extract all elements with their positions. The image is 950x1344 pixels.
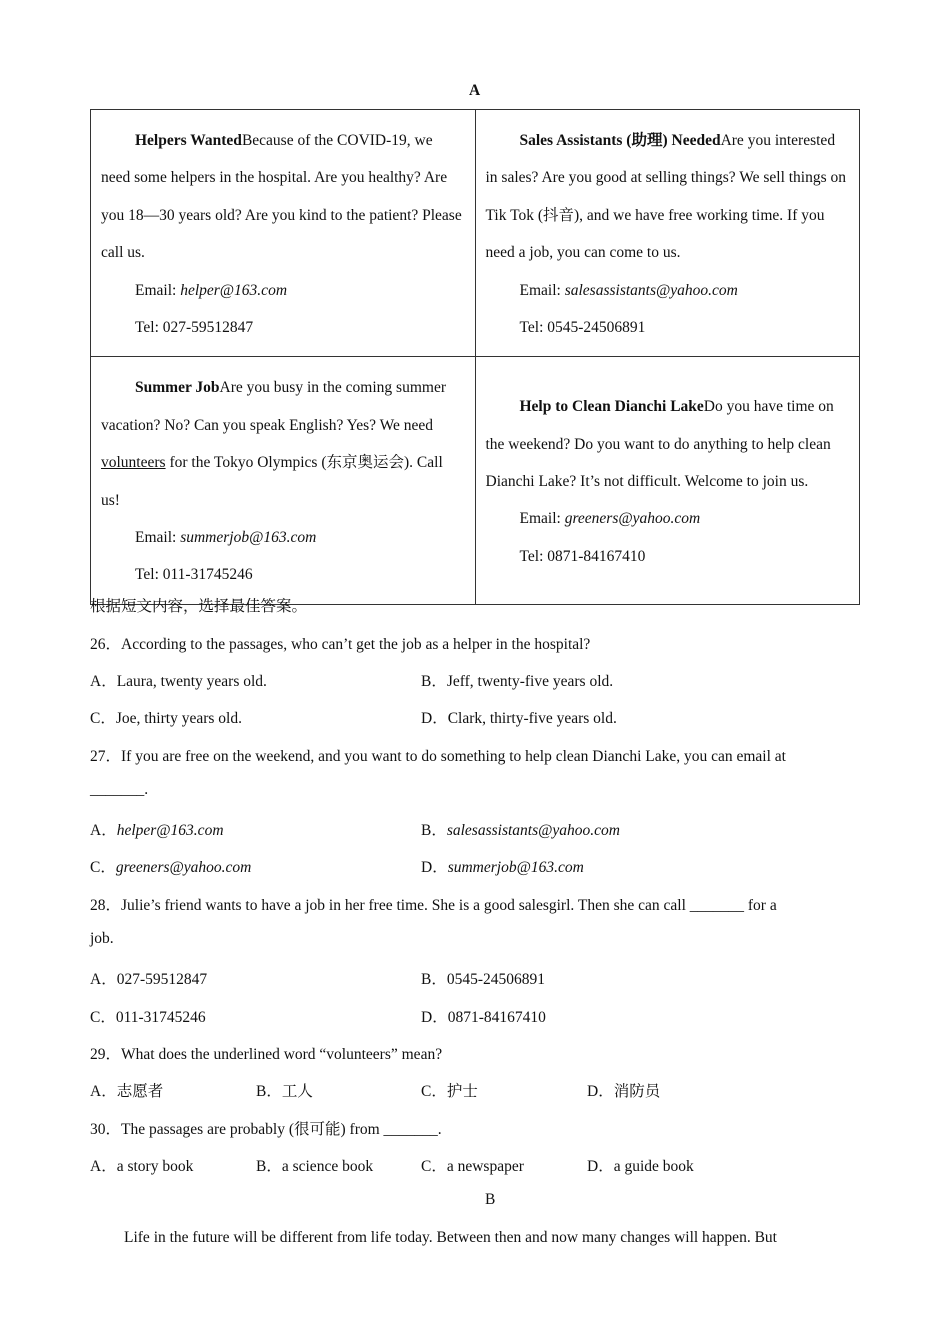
ad-body: Do you have time on the weekend? Do you want to do anything to help clean Dianchi Lake? It’s not difficult. Welcome to join us. xyxy=(485,398,834,490)
question-28-option-c: C．011-31745246 xyxy=(90,1009,206,1026)
option-text: summerjob@163.com xyxy=(447,859,584,876)
question-28-option-d: D．0871-84167410 xyxy=(421,1009,546,1026)
option-text: greeners@yahoo.com xyxy=(115,859,252,876)
telephone: Tel: 027-59512847 xyxy=(135,319,254,337)
email-label: Email: xyxy=(135,281,181,299)
option-label: A． xyxy=(90,822,117,839)
ad-summer-job xyxy=(91,357,476,604)
question-27-blank: _______. xyxy=(90,781,149,798)
question-30-option-a: A．a story book xyxy=(90,1158,194,1175)
question-29-option-d: D．消防员 xyxy=(587,1083,661,1100)
question-30-option-c: C．a newspaper xyxy=(421,1158,524,1175)
email-address: salesassistants@yahoo.com xyxy=(564,281,738,299)
email-label: Email: xyxy=(519,510,565,528)
ad-helpers-wanted xyxy=(91,110,476,357)
question-29-stem: 29．What does the underlined word “volunteers” mean? xyxy=(90,1046,443,1063)
ad-title: Helpers Wanted xyxy=(135,132,242,149)
question-29-option-c: C．护士 xyxy=(421,1083,478,1100)
email-address: helper@163.com xyxy=(180,281,288,299)
telephone: Tel: 011-31745246 xyxy=(135,566,253,584)
question-26-stem: 26．According to the passages, who can’t get the job as a helper in the hospital? xyxy=(90,636,591,653)
question-28-option-b: B．0545-24506891 xyxy=(421,971,546,988)
ad-body: Are you interested in sales? Are you good at selling things? We sell things on Tik Tok (抖音), and we have free working time. If you need a job, you can come to us. xyxy=(485,132,847,262)
instruction: 根据短文内容，选择最佳答案。 xyxy=(90,598,308,615)
telephone: Tel: 0871-84167410 xyxy=(519,547,646,565)
ad-clean-dianchi-lake xyxy=(475,357,860,604)
option-label: B． xyxy=(421,822,447,839)
question-28-option-a: A．027-59512847 xyxy=(90,971,208,988)
question-30-stem: 30．The passages are probably (很可能) from _______. xyxy=(90,1121,442,1138)
question-26-option-b: B．Jeff, twenty-five years old. xyxy=(421,673,614,690)
question-29-option-a: A．志愿者 xyxy=(90,1083,164,1100)
option-label: D． xyxy=(421,859,448,876)
job-ads-table xyxy=(90,109,860,605)
question-27-option-a xyxy=(90,818,224,840)
question-27-option-d xyxy=(421,855,584,877)
section-a-title: A xyxy=(469,82,481,99)
ad-body: Because of the COVID-19, we need some helpers in the hospital. Are you healthy? Are you 18—30 years old? Are you kind to the patient? Please call us. xyxy=(101,132,462,262)
email-label: Email: xyxy=(135,529,181,547)
ad-body-post: for the Tokyo Olympics (东京奥运会). Call us! xyxy=(101,454,443,509)
question-26-option-c: C．Joe, thirty years old. xyxy=(90,710,242,727)
question-26-option-d: D．Clark, thirty-five years old. xyxy=(421,710,617,727)
question-27-option-c xyxy=(90,855,251,877)
ad-title: Summer Job xyxy=(135,379,220,397)
question-27-stem: 27．If you are free on the weekend, and you want to do something to help clean Dianchi Lake, you can email at xyxy=(90,748,786,765)
ad-title: Sales Assistants (助理) Needed xyxy=(519,132,721,149)
question-30-option-b: B．a science book xyxy=(256,1158,374,1175)
underlined-word: volunteers xyxy=(101,454,166,472)
telephone: Tel: 0545-24506891 xyxy=(519,319,646,337)
question-29-option-b: B．工人 xyxy=(256,1083,313,1100)
option-text: salesassistants@yahoo.com xyxy=(446,822,620,839)
section-b-title: B xyxy=(485,1191,496,1208)
section-b-first-line: Life in the future will be different from life today. Between then and now many changes will happen. But xyxy=(124,1229,777,1246)
ad-body-pre: Are you busy in the coming summer vacation? No? Can you speak English? Yes? We need xyxy=(101,379,446,434)
email-address: summerjob@163.com xyxy=(180,529,317,547)
option-text: helper@163.com xyxy=(116,822,224,839)
question-26-option-a: A．Laura, twenty years old. xyxy=(90,673,267,690)
question-30-option-d: D．a guide book xyxy=(587,1158,694,1175)
ad-title: Help to Clean Dianchi Lake xyxy=(519,398,704,416)
question-27-option-b xyxy=(421,818,620,840)
ad-sales-assistants xyxy=(475,110,860,357)
option-label: C． xyxy=(90,859,116,876)
question-28-stem: 28．Julie’s friend wants to have a job in her free time. She is a good salesgirl. Then she can call _______ for a xyxy=(90,897,777,914)
email-label: Email: xyxy=(519,281,565,299)
email-address: greeners@yahoo.com xyxy=(564,510,701,528)
question-28-stem-cont: job. xyxy=(90,930,114,947)
